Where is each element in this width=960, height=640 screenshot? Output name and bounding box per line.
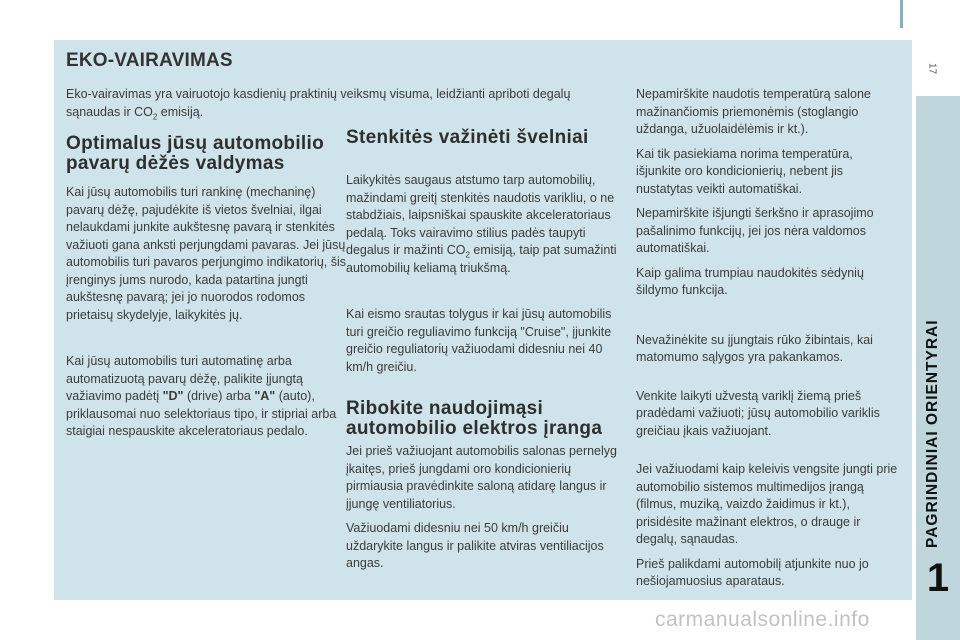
tip-paragraph-7: Jei važiuodami kaip keleivis vengsite jungti prie automobilio sistemos multimedijos įrangą (filmus, muziką, vaizdo žaidimus ir kt.), prisidėsite mažinant elektros, o drauge ir degalų, sąnaudas. xyxy=(636,462,898,546)
auto-label: "A" xyxy=(254,389,276,403)
page-title: EKO-VAIRAVIMAS xyxy=(66,50,233,71)
intro-text: Eko-vairavimas yra vairuotojo kasdienių praktinių veiksmų visuma, leidžianti apriboti degalų sąnaudas ir CO xyxy=(66,87,571,119)
tip-paragraph-4: Kaip galima trumpiau naudokitės sėdynių šildymo funkcija. xyxy=(636,265,864,297)
tip-paragraph-8: Prieš palikdami automobilį atjunkite nuo jo nešiojamuosius aparataus. xyxy=(636,556,869,588)
section-heading-gearbox: Optimalus jūsų automobilio pavarų dėžės valdymas xyxy=(66,133,324,174)
column-middle xyxy=(346,128,618,580)
tip-paragraph-5: Nevažinėkite su įjungtais rūko žibintais, kai matomumo sąlygos yra pakankamos. xyxy=(636,332,873,364)
text-run: (drive) arba xyxy=(183,389,255,403)
text-run: (auto), priklausomai nuo selektoriaus tipo, ir stipriai arba staigiai nespauskite akceleratoriaus pedalo. xyxy=(66,389,337,438)
gearbox-automatic-paragraph xyxy=(66,353,346,441)
text-run: Laikykitės saugaus atstumo tarp automobilių, mažindami greitį stenkitės naudotis varikliu, o ne stabdžiais, laipsniškai spauskite akceleratoriaus pedalą. Toks vairavimo stilius padės taupyti degalus ir mažinti CO xyxy=(346,173,615,257)
intro-subscript: 2 xyxy=(152,112,158,121)
electrical-paragraph-2: Važiuodami didesniu nei 50 km/h greičiu uždarykite langus ir palikite atviras ventiliacijos angas. xyxy=(346,521,604,570)
intro-text-end: emisiją. xyxy=(157,104,204,119)
section-heading-smooth-driving: Stenkitės važinėti švelniai xyxy=(346,127,589,148)
page-number: 17 xyxy=(926,62,938,75)
tip-paragraph-1: Nepamirškite naudotis temperatūrą salone mažinančiomis priemonėmis (stoglangio uždanga, užuolaidėlėmis ir kt.). xyxy=(636,87,871,136)
smooth-driving-paragraph xyxy=(346,172,618,277)
tip-paragraph-2: Kai tik pasiekiama norima temperatūra, išjunkite oro kondicionierių, nebent jis nustatytas veikti automatiškai. xyxy=(636,146,853,196)
co2-subscript: 2 xyxy=(465,250,470,260)
watermark: carmanualsonline.info xyxy=(655,608,870,631)
cruise-paragraph: Kai eismo srautas tolygus ir kai jūsų automobilis turi greičio reguliavimo funkciją "Cruise", įjunkite greičio reguliatorių važiuodami didesniu nei 40 km/h greičiu. xyxy=(346,307,612,374)
tip-paragraph-3: Nepamirškite išjungti šerkšno ir aprasojimo pašalinimo funkcijų, jei jos nėra valdomos automatiškai. xyxy=(636,206,874,255)
text-run: Kai jūsų automobilis turi automatinę arba automatizuotą pavarų dėžę, palikite įjungtą važiavimo padėtį xyxy=(66,354,303,403)
tip-paragraph-6: Venkite laikyti užvestą variklį žiemą prieš pradėdami važiuoti; jūsų automobilio variklis greičiau įkais važiuojant. xyxy=(636,388,880,438)
gearbox-manual-paragraph: Kai jūsų automobilis turi rankinę (mechaninę) pavarų dėžę, pajudėkite iš vietos švelniai, ilgai nelaukdami junkite aukštesnę pavarą ir stenkitės važiuoti gana anksti perjungdami pavaras. Jei jūsų automobilis turi pavaros perjungimo indikatorių, šis įrenginys jums nurodo, kada patartina jungti aukštesnę pavarą; jei jo nuorodos rodomos prietaisų skydelyje, laikykitės jų. xyxy=(66,185,346,322)
drive-label: "D" xyxy=(162,389,184,403)
column-right xyxy=(636,86,898,598)
text-run: emisiją, taip pat sumažinti automobilių keliamą triukšmą. xyxy=(346,243,617,275)
electrical-paragraph-1: Jei prieš važiuojant automobilis salonas pernelyg įkaitęs, prieš jungdami oro kondicionierių pirmiausia pravėdinkite saloną atidarę langus ir įjungę ventiliatorius. xyxy=(346,444,617,511)
chapter-title: PAGRINDINIAI ORIENTYRAI xyxy=(924,319,941,548)
section-heading-electrical: Ribokite naudojimąsi automobilio elektros įranga xyxy=(346,398,603,439)
accent-line xyxy=(900,0,903,28)
chapter-number: 1 xyxy=(926,556,950,600)
intro-paragraph xyxy=(66,86,586,121)
